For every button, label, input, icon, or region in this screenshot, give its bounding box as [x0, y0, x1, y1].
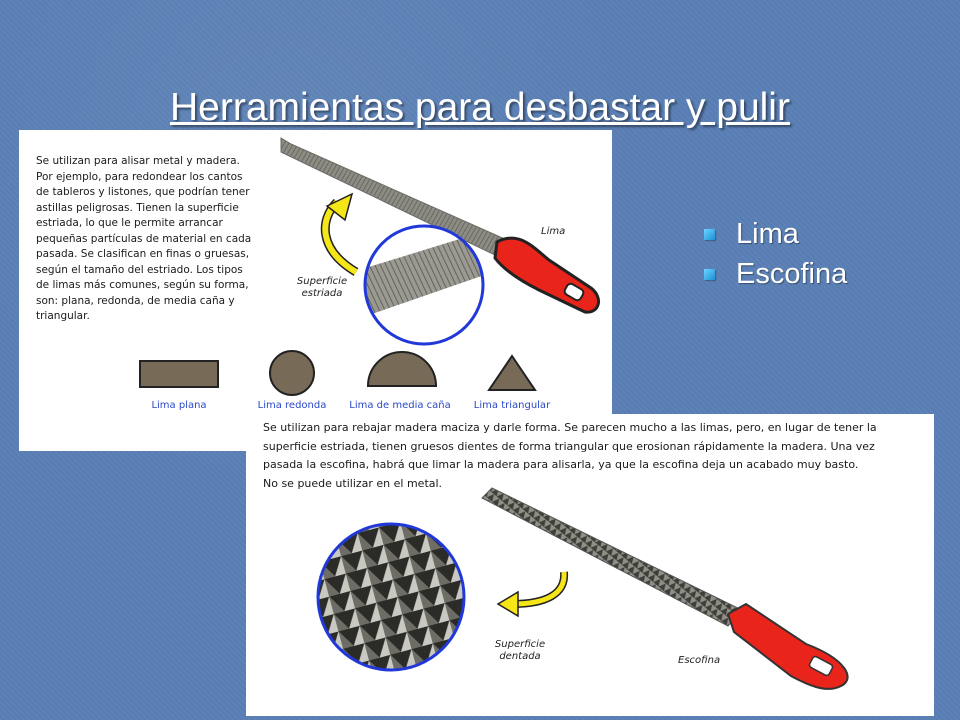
lima-description: Se utilizan para alisar metal y madera. Por ejemplo, para redondear los cantos de tableros y listones, que podrían tener astillas peligrosas. Tienen la superficie estriada, lo que le permite arrancar pequeñas partículas de material en cada pasada. Se clasifican en finas o gruesas, según el tamaño del estriado. Los tipos de limas más comunes, según su forma, son: plana, redonda, de media caña y triangular. — [36, 155, 252, 322]
shape-flat — [140, 361, 218, 387]
surface-caption — [292, 276, 352, 300]
bullet-square-icon — [704, 269, 715, 280]
surface-dentada-caption — [490, 639, 550, 663]
bullet-item-escofina — [704, 254, 847, 294]
escofina-desc-line: superficie estriada, tienen gruesos dientes de forma triangular que erosionan rápidamente la madera. Una vez — [263, 439, 875, 453]
shape-round — [270, 351, 314, 395]
shape-label-triangular: Lima triangular — [473, 400, 551, 411]
escofina-desc-line: pasada la escofina, habrá que limar la madera para alisarla, ya que la escofina deja un acabado muy basto. — [263, 458, 859, 471]
bullet-item-lima — [704, 214, 847, 254]
surface-caption-line2: estriada — [301, 288, 343, 299]
bullet-label: Lima — [736, 217, 799, 250]
surface-caption-line1: Superficie — [296, 276, 348, 287]
shape-label-plana: Lima plana — [151, 400, 207, 411]
escofina-handle — [728, 604, 848, 689]
bullet-label: Escofina — [736, 257, 848, 290]
escofina-info-image — [246, 414, 934, 716]
escofina-illustration — [246, 414, 934, 716]
shape-triangle — [489, 356, 535, 390]
lima-tool-caption: Lima — [541, 226, 566, 237]
shape-half-round — [368, 352, 436, 386]
slide-title: Herramientas para desbastar y pulir — [170, 86, 790, 129]
shape-label-media-cana: Lima de media caña — [349, 400, 451, 411]
surface-caption-line1: Superficie — [494, 639, 546, 650]
bullet-square-icon — [704, 229, 715, 240]
shape-label-redonda: Lima redonda — [257, 400, 327, 411]
escofina-desc-line: No se puede utilizar en el metal. — [263, 476, 443, 490]
lima-info-image — [19, 130, 612, 451]
surface-caption-line2: dentada — [499, 651, 541, 662]
lima-handle — [495, 238, 599, 312]
escofina-desc-line: Se utilizan para rebajar madera maciza y darle forma. Se parecen mucho a las limas, pero, en lugar de tener la — [263, 421, 877, 434]
escofina-tool-caption: Escofina — [678, 655, 721, 666]
bullet-list — [704, 214, 847, 294]
